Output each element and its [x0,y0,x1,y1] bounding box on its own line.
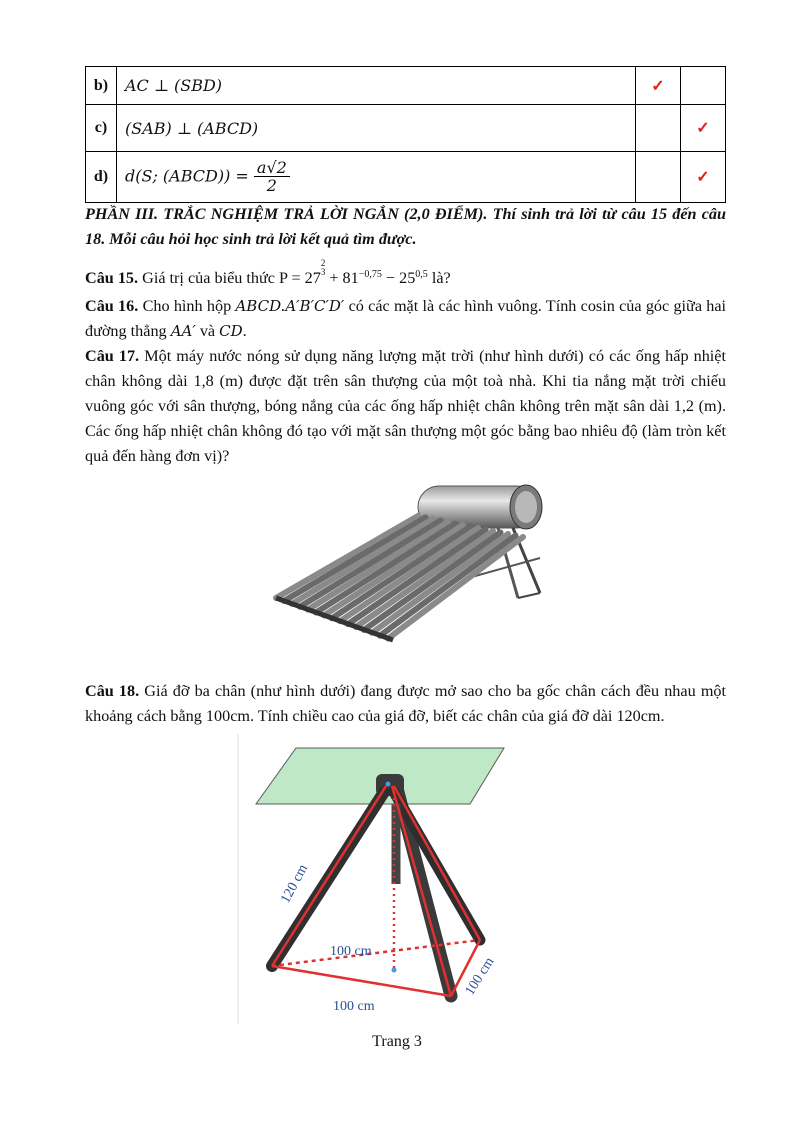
check-mark: ✓ [636,67,681,105]
fraction [254,160,290,194]
leg-length-label: 120 cm [278,862,312,906]
question-label: Câu 16. [85,297,139,315]
question-text: và [199,322,216,340]
question-text: Cho hình hộp [142,297,232,315]
question-text: có các mặt là các hình vuông. Tính cosin của góc giữa hai đường thẳng [85,297,727,340]
section-heading: PHẦN III. TRẮC NGHIỆM TRẢ LỜI NGẮN (2,0 ĐIỂM). Thí sinh trả lời từ câu 15 đến câu 18. Mỗi câu hỏi học sinh trả lời kết quả tìm được. [85,205,726,248]
check-mark [636,152,681,203]
exponent-denominator: 3 [320,267,326,277]
vacuum-tubes [276,516,523,639]
solar-water-heater-image [268,478,563,645]
expression-part: + 81 [325,269,359,287]
math-expression: AA′ [170,322,196,340]
exponent: −0,75 [358,269,382,280]
expression-part: − 25 [381,269,416,287]
back-edge-label: 100 cm [330,944,372,959]
check-mark [636,105,681,152]
tripod-image [236,734,526,1024]
row-label: d) [86,152,117,203]
question-label: Câu 18. [85,682,140,700]
leg-edge [392,786,451,996]
table-row [86,152,726,203]
true-false-table [85,66,726,203]
question-17 [85,344,726,469]
exponent: 0,5 [415,269,428,280]
question-16 [85,294,726,344]
distance-expression: d(S; (ABCD)) = [125,166,249,186]
row-label: b) [86,67,117,105]
apex-point [386,782,391,787]
question-15 [85,259,726,291]
foot-point [392,968,397,973]
question-label: Câu 15. [85,269,139,287]
leg-edge [272,786,386,966]
front-edge-label: 100 cm [333,999,375,1014]
math-expression: CD [219,322,243,340]
question-text: . [242,322,247,340]
row-statement: (SAB) ⊥ (ABCD) [117,105,636,152]
table-row [86,67,726,105]
table-row [86,105,726,152]
check-mark: ✓ [681,152,726,203]
question-text: Một máy nước nóng sử dụng năng lượng mặt trời (như hình dưới) có các ống hấp nhiệt chân không dài 1,8 (m) được đặt trên sân thượng của một toà nhà. Khi tia nắng mặt trời chiếu vuông góc với sân thượng, bóng nắng của các ống hấp nhiệt chân không trên mặt sân dài 1,2 (m). Các ống hấp nhiệt chân không đó tạo với mặt sân thượng một góc bằng bao nhiêu độ (làm tròn kết quả đến hàng đơn vị)? [85,347,726,465]
question-text: Giá đỡ ba chân (như hình dưới) đang được mở sao cho ba gốc chân cách đều nhau một khoảng cách bằng 100cm. Tính chiều cao của giá đỡ, biết các chân của giá đỡ dài 120cm. [85,682,726,725]
exponent-numerator: 2 [320,258,326,268]
question-text: Giá trị của biểu thức P = 27 [142,269,321,287]
math-expression: ABCD.A′B′C′D′ [235,297,345,315]
row-label: c) [86,105,117,152]
row-statement: AC ⊥ (SBD) [117,67,636,105]
check-mark: ✓ [681,105,726,152]
question-label: Câu 17. [85,347,140,365]
row-statement [117,152,636,203]
question-text: là? [427,269,451,287]
base-edge [272,966,451,996]
question-18 [85,679,726,729]
fraction-numerator: a√2 [254,160,290,177]
right-edge-label: 100 cm [462,954,498,999]
check-mark [681,67,726,105]
fraction-denominator: 2 [266,176,277,195]
page-number: Trang 3 [372,1033,422,1050]
